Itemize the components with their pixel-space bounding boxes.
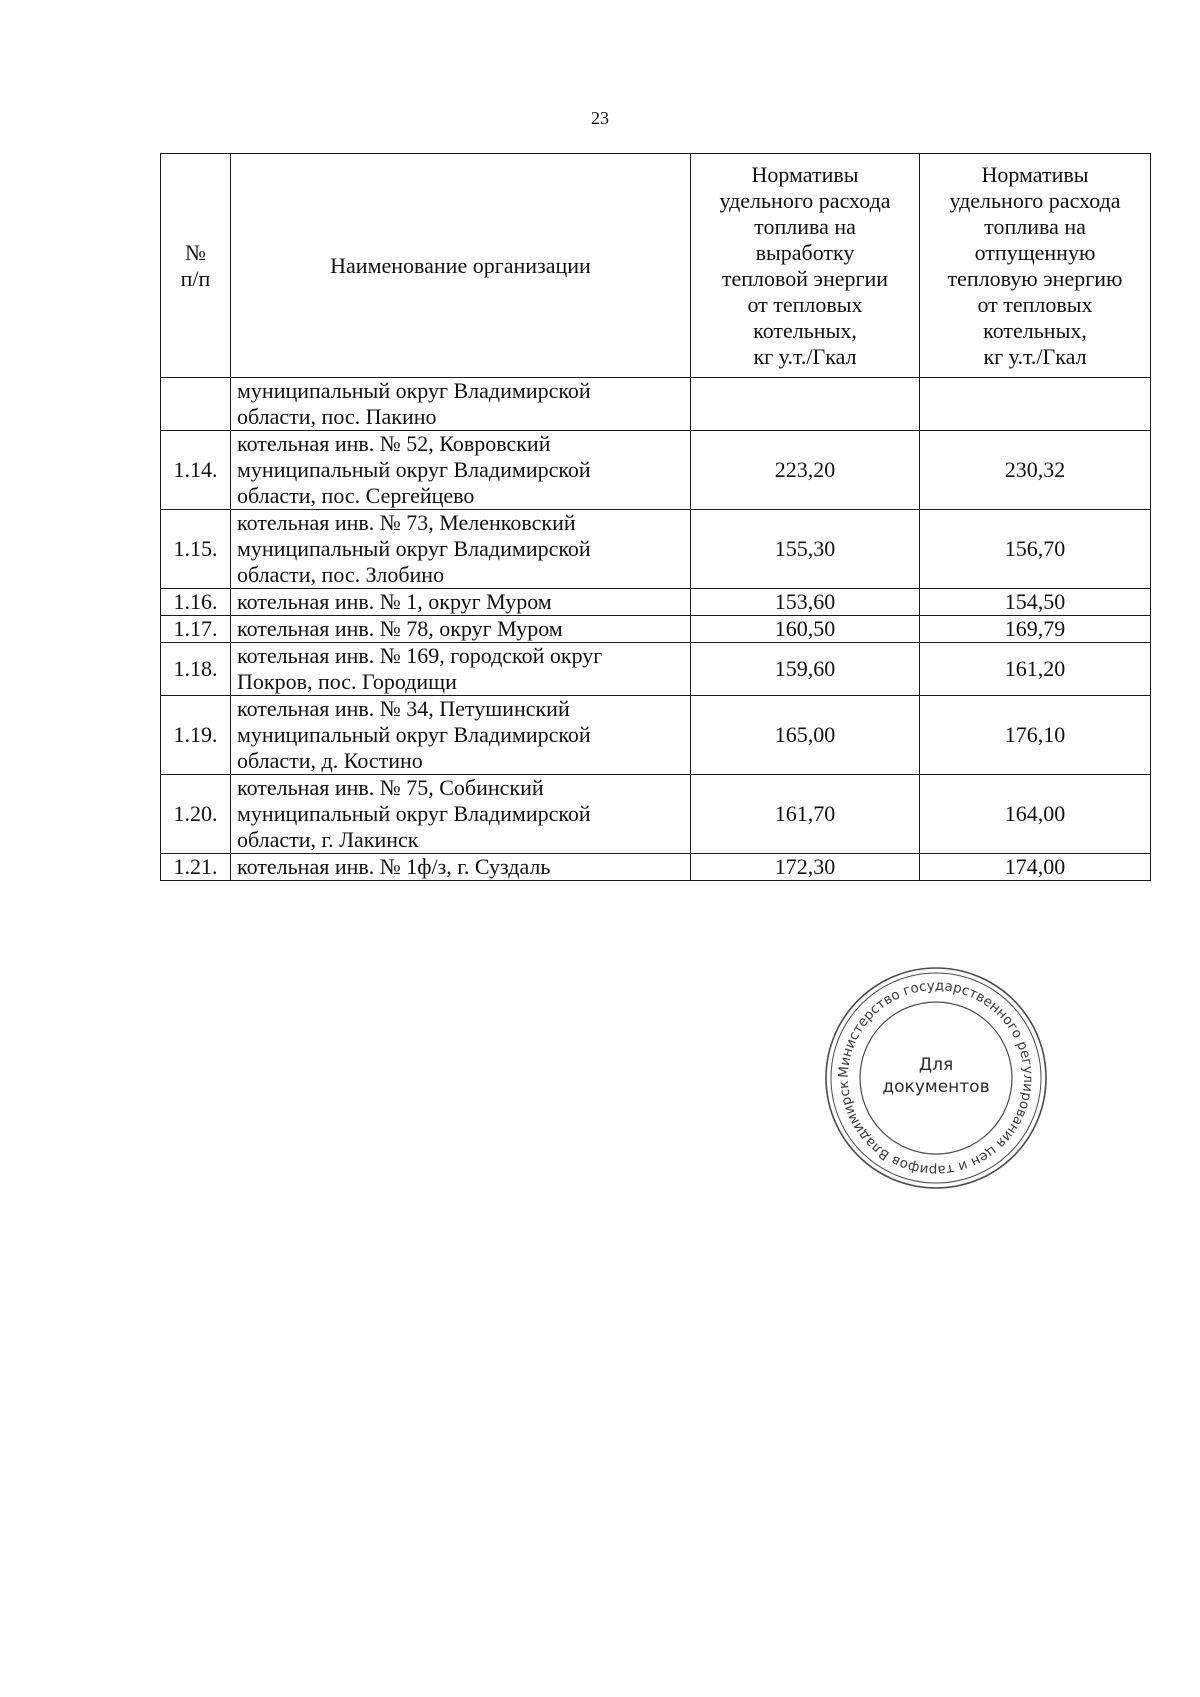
organization-name-line: области, г. Лакинск bbox=[237, 827, 419, 852]
stamp-center-line: Для bbox=[918, 1055, 954, 1075]
organization-name bbox=[231, 431, 691, 510]
organization-name bbox=[231, 378, 691, 431]
organization-name bbox=[231, 696, 691, 775]
row-number: 1.20. bbox=[161, 775, 231, 854]
production-norm-value: 155,30 bbox=[691, 510, 920, 589]
table-row bbox=[161, 643, 1151, 696]
released-norm-value: 169,79 bbox=[920, 616, 1151, 643]
released-norm-value bbox=[920, 378, 1151, 431]
header-number-line: п/п bbox=[180, 265, 211, 291]
released-norm-value: 176,10 bbox=[920, 696, 1151, 775]
organization-name-line: муниципальный округ Владимирской bbox=[237, 457, 591, 482]
official-stamp bbox=[820, 962, 1052, 1194]
row-number: 1.19. bbox=[161, 696, 231, 775]
production-norm-value: 160,50 bbox=[691, 616, 920, 643]
table-row bbox=[161, 589, 1151, 616]
organization-name-line: муниципальный округ Владимирской bbox=[237, 378, 591, 403]
table-header-row bbox=[161, 154, 1151, 378]
table-row bbox=[161, 616, 1151, 643]
released-norm-value: 154,50 bbox=[920, 589, 1151, 616]
table-row bbox=[161, 696, 1151, 775]
organization-name bbox=[231, 643, 691, 696]
header-line: от тепловых bbox=[977, 291, 1093, 317]
organization-name-line: муниципальный округ Владимирской bbox=[237, 722, 591, 747]
header-line: выработку bbox=[755, 239, 855, 265]
stamp-center-text bbox=[820, 1054, 1052, 1098]
organization-name-line: муниципальный округ Владимирской bbox=[237, 536, 591, 561]
organization-name bbox=[231, 775, 691, 854]
header-line: отпущенную bbox=[974, 239, 1096, 265]
organization-name-line: котельная инв. № 75, Собинский bbox=[237, 775, 544, 800]
released-norm-value: 230,32 bbox=[920, 431, 1151, 510]
header-line: Нормативы bbox=[981, 161, 1089, 187]
released-norm-value: 164,00 bbox=[920, 775, 1151, 854]
row-number: 1.14. bbox=[161, 431, 231, 510]
production-norm-value: 172,30 bbox=[691, 854, 920, 881]
stamp-center-line: документов bbox=[882, 1077, 990, 1097]
organization-name-line: области, пос. Пакино bbox=[237, 404, 437, 429]
organization-name bbox=[231, 616, 691, 643]
stamp-ring-text-path: Министерство государственного регулирования цен и тарифов Владимирск bbox=[835, 977, 1037, 1179]
header-line: котельных, bbox=[753, 317, 857, 343]
table-row bbox=[161, 431, 1151, 510]
released-norm-value: 174,00 bbox=[920, 854, 1151, 881]
organization-name-line: котельная инв. № 34, Петушинский bbox=[237, 696, 570, 721]
row-number: 1.16. bbox=[161, 589, 231, 616]
organization-name-line: котельная инв. № 169, городской округ bbox=[237, 643, 603, 668]
header-line: тепловую энергию bbox=[947, 265, 1123, 291]
norms-table bbox=[160, 153, 1151, 881]
header-line: Нормативы bbox=[751, 161, 859, 187]
production-norm-value: 165,00 bbox=[691, 696, 920, 775]
row-number bbox=[161, 378, 231, 431]
header-line: топлива на bbox=[754, 213, 856, 239]
organization-name-line: области, пос. Сергейцево bbox=[237, 483, 475, 508]
organization-name bbox=[231, 854, 691, 881]
header-line: топлива на bbox=[984, 213, 1086, 239]
production-norm-value: 161,70 bbox=[691, 775, 920, 854]
table-row bbox=[161, 854, 1151, 881]
header-number-line: № bbox=[185, 239, 206, 265]
production-norm-value: 159,60 bbox=[691, 643, 920, 696]
organization-name-line: котельная инв. № 73, Меленковский bbox=[237, 510, 576, 535]
organization-name-line: котельная инв. № 1ф/з, г. Суздаль bbox=[237, 854, 551, 879]
production-norm-value bbox=[691, 378, 920, 431]
table-row bbox=[161, 510, 1151, 589]
header-organization-name: Наименование организации bbox=[231, 154, 691, 378]
header-production-norm bbox=[691, 154, 920, 378]
row-number: 1.15. bbox=[161, 510, 231, 589]
table-row bbox=[161, 775, 1151, 854]
organization-name-line: Покров, пос. Городищи bbox=[237, 669, 457, 694]
row-number: 1.21. bbox=[161, 854, 231, 881]
header-line: кг у.т./Гкал bbox=[983, 343, 1087, 369]
organization-name-line: котельная инв. № 78, округ Муром bbox=[237, 616, 563, 641]
header-number bbox=[161, 154, 231, 378]
organization-name-line: котельная инв. № 1, округ Муром bbox=[237, 589, 552, 614]
header-line: котельных, bbox=[983, 317, 1087, 343]
header-line: кг у.т./Гкал bbox=[753, 343, 857, 369]
row-number: 1.17. bbox=[161, 616, 231, 643]
released-norm-value: 156,70 bbox=[920, 510, 1151, 589]
header-line: тепловой энергии bbox=[721, 265, 889, 291]
organization-name bbox=[231, 589, 691, 616]
table-body bbox=[161, 378, 1151, 881]
header-line: удельного расхода bbox=[949, 187, 1121, 213]
header-line: от тепловых bbox=[747, 291, 863, 317]
production-norm-value: 223,20 bbox=[691, 431, 920, 510]
page-number: 23 bbox=[591, 108, 609, 128]
header-line: удельного расхода bbox=[719, 187, 891, 213]
released-norm-value: 161,20 bbox=[920, 643, 1151, 696]
table-row bbox=[161, 378, 1151, 431]
organization-name-line: области, пос. Злобино bbox=[237, 562, 445, 587]
organization-name-line: области, д. Костино bbox=[237, 748, 423, 773]
header-released-norm bbox=[920, 154, 1151, 378]
organization-name-line: муниципальный округ Владимирской bbox=[237, 801, 591, 826]
production-norm-value: 153,60 bbox=[691, 589, 920, 616]
row-number: 1.18. bbox=[161, 643, 231, 696]
organization-name bbox=[231, 510, 691, 589]
organization-name-line: котельная инв. № 52, Ковровский bbox=[237, 431, 551, 456]
